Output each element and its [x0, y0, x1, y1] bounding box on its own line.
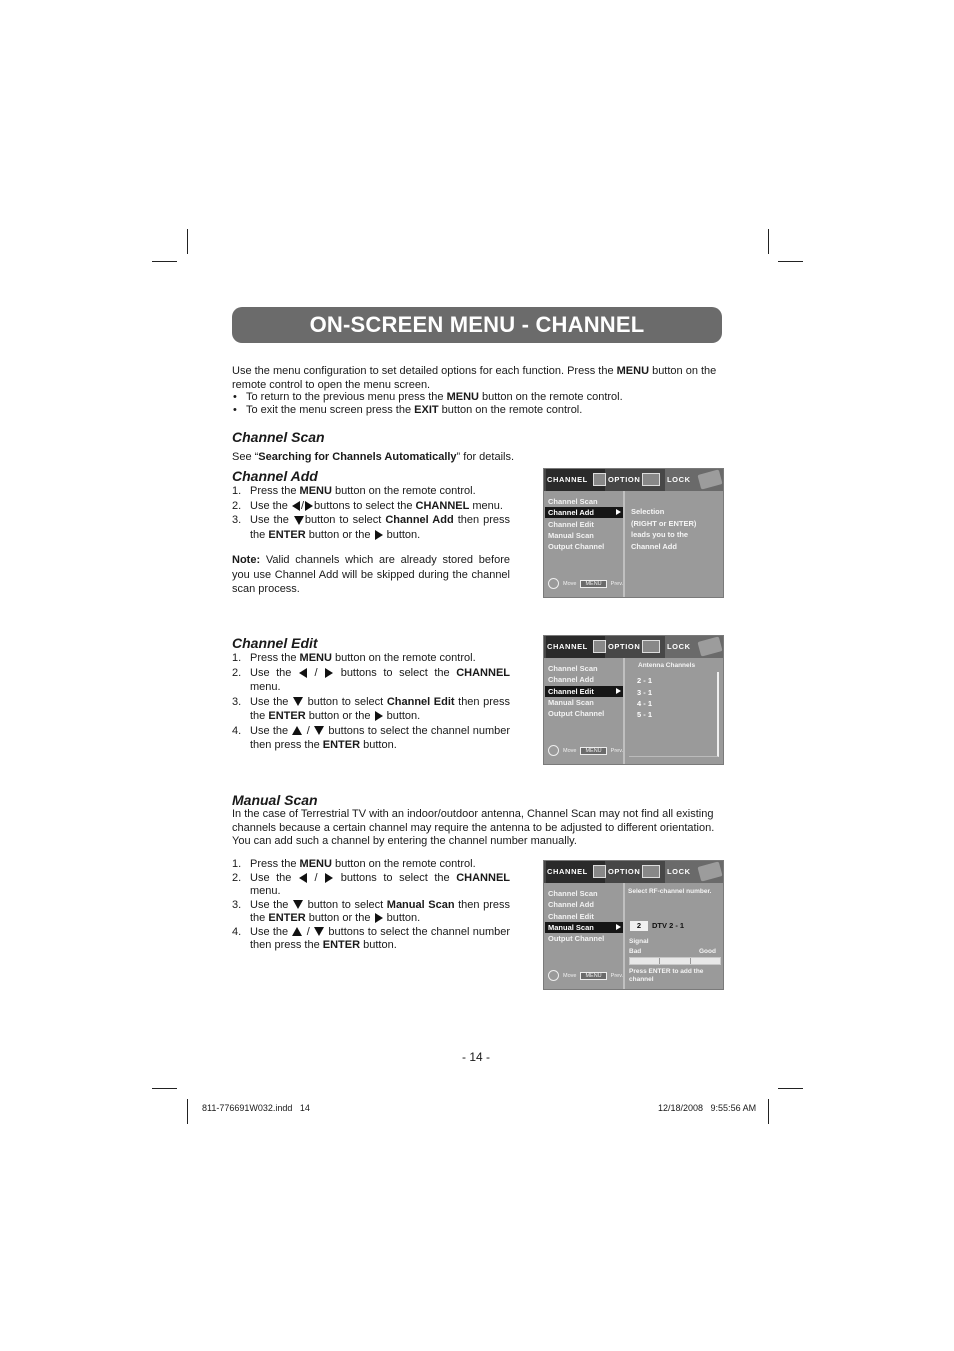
osd-tabs — [544, 861, 723, 883]
osd-menu — [544, 658, 625, 764]
osd-tab-channel: CHANNEL — [546, 861, 605, 883]
osd-item-manual-scan: Manual Scan — [545, 922, 623, 933]
crop-mark — [768, 229, 769, 254]
right-arrow-icon — [375, 913, 383, 923]
step-item: 3. Use the button to select Channel Add then press the ENTER button or the button. — [232, 514, 510, 541]
option-icon — [642, 865, 660, 878]
osd-signal-good: Good — [699, 948, 716, 955]
footer-timestamp: 12/18/2008 9:55:56 AM — [658, 1103, 757, 1113]
osd-tab-option: OPTION — [606, 861, 666, 883]
step-item: 3. Use the button to select Channel Edit then press the ENTER button or the button. — [232, 695, 511, 722]
left-arrow-icon — [299, 873, 307, 883]
up-arrow-icon — [292, 927, 302, 936]
manual-scan-steps — [232, 858, 510, 953]
step-item: 2. Use the / buttons to select the CHANNEL menu. — [232, 499, 503, 512]
osd-signal-label: Signal — [629, 938, 649, 945]
osd-tabs — [544, 469, 723, 491]
down-arrow-icon — [314, 726, 324, 735]
channel-add-steps — [232, 484, 510, 542]
step-item: 3. Use the button to select Manual Scan then press the ENTER button or the button. — [232, 898, 510, 924]
section-title-channel-add: Channel Add — [232, 468, 318, 484]
osd-item-channel-edit: Channel Edit — [548, 912, 594, 921]
left-arrow-icon — [292, 501, 300, 511]
osd-tab-channel: CHANNEL — [546, 636, 605, 658]
page-title: ON-SCREEN MENU - CHANNEL — [309, 312, 645, 337]
down-arrow-icon — [294, 516, 304, 525]
osd-channel-edit — [543, 635, 724, 765]
step-item: 1. Press the MENU button on the remote control. — [232, 858, 476, 870]
up-arrow-icon — [292, 726, 302, 735]
osd-item-output-channel: Output Channel — [548, 934, 605, 943]
right-arrow-icon — [325, 668, 333, 678]
down-arrow-icon — [293, 900, 303, 909]
osd-item-output-channel: Output Channel — [548, 709, 605, 718]
osd-channel-entry: 4 - 1 — [637, 699, 653, 708]
osd-tab-lock: LOCK — [665, 469, 723, 491]
lock-icon — [697, 469, 722, 489]
crop-mark — [187, 229, 188, 254]
osd-rf-number-input: 2 — [630, 921, 648, 931]
osd-channel-list — [629, 672, 719, 757]
down-arrow-icon — [293, 697, 303, 706]
osd-manual-scan — [543, 860, 724, 990]
osd-channel-entry: 3 - 1 — [637, 688, 653, 697]
osd-tab-channel: CHANNEL — [546, 469, 605, 491]
osd-scan-hint: Press ENTER to add the channel — [629, 968, 704, 983]
dpad-icon — [548, 970, 559, 981]
lock-icon — [697, 636, 722, 656]
osd-channel-entry: 2 - 1 — [637, 676, 653, 685]
step-item: 4. Use the / buttons to select the channel number then press the ENTER button. — [232, 724, 511, 751]
osd-add-info: Selection (RIGHT or ENTER) leads you to the Channel Add — [631, 507, 697, 551]
osd-tab-lock: LOCK — [665, 636, 723, 658]
crop-mark — [778, 1088, 803, 1089]
osd-item-manual-scan: Manual Scan — [548, 531, 594, 540]
left-arrow-icon — [299, 668, 307, 678]
osd-signal-bad: Bad — [629, 948, 642, 955]
channel-icon — [593, 640, 606, 653]
down-arrow-icon — [314, 927, 324, 936]
osd-item-channel-add: Channel Add — [548, 900, 594, 909]
osd-footer: Move MENU Prev. — [548, 578, 623, 589]
page-title-bar — [232, 307, 722, 343]
footer-file-name: 811-776691W032.indd 14 — [202, 1103, 310, 1113]
intro-bullets — [232, 391, 724, 417]
channel-add-note: Note: Valid channels which are already stored before you use Channel Add will be skipped during the channel scan process. — [232, 554, 510, 595]
channel-icon — [593, 865, 606, 878]
intro-paragraph: Use the menu configuration to set detailed options for each function. Press the MENU button on the remote control to open the menu screen. — [232, 365, 717, 391]
crop-mark — [778, 261, 803, 262]
step-item: 4. Use the / buttons to select the channel number then press the ENTER button. — [232, 925, 511, 951]
right-arrow-icon — [325, 873, 333, 883]
step-item: 2. Use the / buttons to select the CHANNEL menu. — [232, 871, 510, 897]
option-icon — [642, 473, 660, 486]
osd-item-channel-scan: Channel Scan — [548, 664, 598, 673]
dpad-icon — [548, 745, 559, 756]
option-icon — [642, 640, 660, 653]
osd-tab-option: OPTION — [606, 636, 666, 658]
osd-item-channel-add: Channel Add — [545, 507, 623, 518]
crop-mark — [187, 1099, 188, 1124]
section-title-channel-scan: Channel Scan — [232, 429, 325, 445]
channel-icon — [593, 473, 606, 486]
osd-footer: Move MENU Prev. — [548, 970, 623, 981]
step-item: 1. Press the MENU button on the remote control. — [232, 652, 476, 664]
osd-tab-lock: LOCK — [665, 861, 723, 883]
osd-item-channel-add: Channel Add — [548, 675, 594, 684]
osd-item-channel-edit: Channel Edit — [545, 686, 623, 697]
osd-scan-header: Select RF-channel number. — [628, 888, 712, 895]
channel-scan-see: See “Searching for Channels Automatically” for details. — [232, 451, 515, 463]
dpad-icon — [548, 578, 559, 589]
bullet-item: • To exit the menu screen press the EXIT button on the remote control. — [232, 404, 724, 417]
osd-signal-bar — [629, 957, 721, 965]
osd-item-channel-edit: Channel Edit — [548, 520, 594, 529]
manual-scan-intro: In the case of Terrestrial TV with an indoor/outdoor antenna, Channel Scan may not find all existing channels because a certain channel may require the antenna to be adjusted to different orientation. You can add such a channel by entering the channel number manually. — [232, 808, 715, 847]
step-item: 1. Press the MENU button on the remote control. — [232, 485, 476, 497]
page-number: - 14 - — [462, 1050, 491, 1064]
lock-icon — [697, 861, 722, 881]
bullet-item: • To return to the previous menu press the MENU button on the remote control. — [232, 391, 724, 404]
osd-channel-add — [543, 468, 724, 598]
crop-mark — [768, 1099, 769, 1124]
osd-item-channel-scan: Channel Scan — [548, 497, 598, 506]
crop-mark — [152, 1088, 177, 1089]
osd-tab-option: OPTION — [606, 469, 666, 491]
right-arrow-icon — [305, 501, 313, 511]
channel-edit-steps — [232, 651, 510, 753]
step-item: 2. Use the / buttons to select the CHANNEL menu. — [232, 666, 510, 693]
osd-menu — [544, 883, 625, 989]
osd-item-channel-scan: Channel Scan — [548, 889, 598, 898]
osd-channel-entry: 5 - 1 — [637, 710, 653, 719]
osd-item-manual-scan: Manual Scan — [548, 698, 594, 707]
osd-dtv-label: DTV 2 - 1 — [652, 921, 685, 930]
osd-menu — [544, 491, 625, 597]
section-title-channel-edit: Channel Edit — [232, 635, 318, 651]
osd-edit-header: Antenna Channels — [638, 662, 696, 669]
osd-tabs — [544, 636, 723, 658]
osd-item-output-channel: Output Channel — [548, 542, 605, 551]
crop-mark — [152, 261, 177, 262]
right-arrow-icon — [375, 711, 383, 721]
osd-footer: Move MENU Prev. — [548, 745, 623, 756]
right-arrow-icon — [375, 530, 383, 540]
section-title-manual-scan: Manual Scan — [232, 792, 318, 808]
